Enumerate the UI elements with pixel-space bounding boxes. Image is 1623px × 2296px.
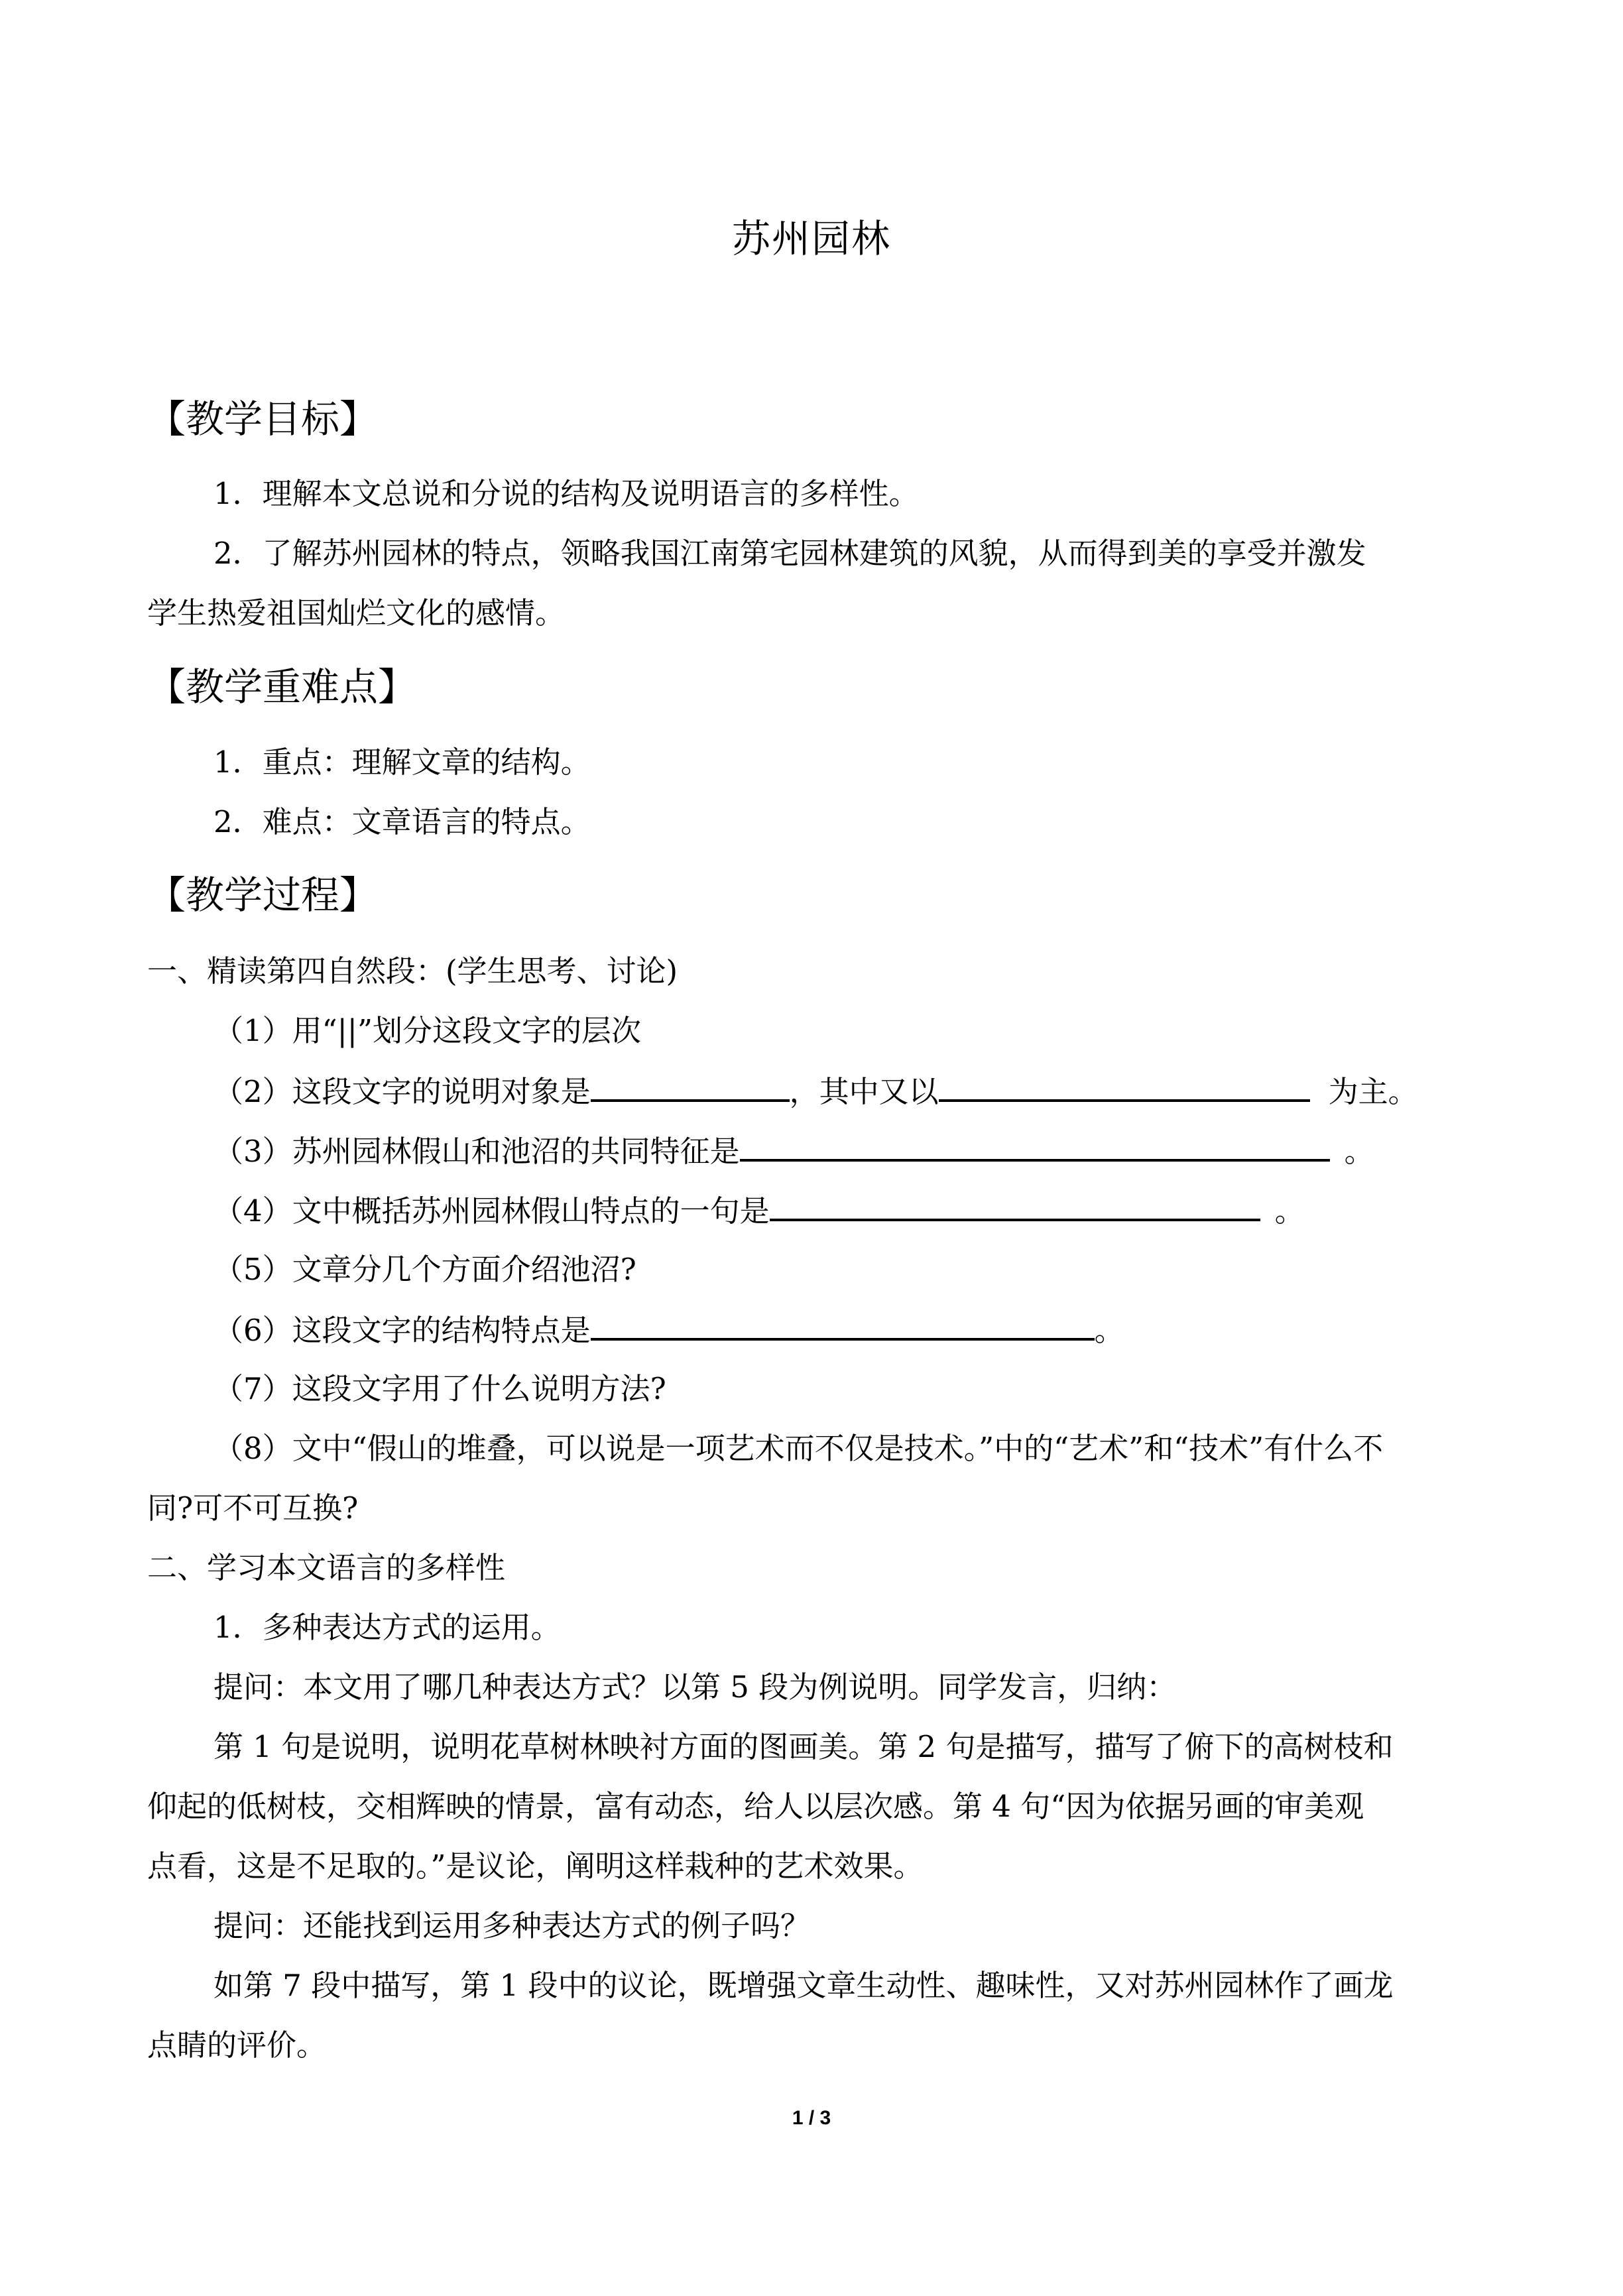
goal-item-2-line-2: 学生热爱祖国灿烂文化的感情。 bbox=[147, 595, 566, 631]
question-more-examples: 提问：还能找到运用多种表达方式的例子吗？ bbox=[213, 1908, 811, 1943]
question-6-text-b: 。 bbox=[1094, 1313, 1124, 1348]
section-heading-process: 【教学过程】 bbox=[147, 873, 379, 918]
question-6 bbox=[213, 1307, 1124, 1353]
question-3-text-a: （3）苏州园林假山和池沼的共同特征是 bbox=[213, 1134, 740, 1169]
section-heading-goals: 【教学目标】 bbox=[147, 396, 379, 442]
answer-blank-4[interactable] bbox=[770, 1188, 1260, 1221]
question-expression: 提问：本文用了哪几种表达方式？以第 5 段为例说明。同学发言，归纳： bbox=[213, 1669, 1177, 1705]
answer-examples-line-1: 如第 7 段中描写，第 1 段中的议论，既增强文章生动性、趣味性，又对苏州园林作了画龙 bbox=[213, 1968, 1394, 2003]
question-4-text-b: 。 bbox=[1274, 1193, 1305, 1229]
key-point-item-1: 1．重点：理解文章的结构。 bbox=[213, 745, 591, 780]
question-2-text-a: （2）这段文字的说明对象是 bbox=[213, 1074, 591, 1109]
key-point-item-2: 2．难点：文章语言的特点。 bbox=[213, 804, 591, 839]
question-3 bbox=[213, 1128, 1374, 1174]
page-number: 1 / 3 bbox=[792, 2107, 831, 2129]
part2-title: 二、学习本文语言的多样性 bbox=[147, 1550, 506, 1585]
section-heading-key-points: 【教学重难点】 bbox=[147, 664, 417, 709]
question-1: （1）用“||”划分这段文字的层次 bbox=[213, 1013, 641, 1048]
question-5: （5）文章分几个方面介绍池沼? bbox=[213, 1252, 636, 1287]
part2-subheading-1: 1．多种表达方式的运用。 bbox=[213, 1610, 561, 1645]
answer-examples-line-2: 点睛的评价。 bbox=[147, 2027, 327, 2063]
answer-blank-6[interactable] bbox=[591, 1307, 1095, 1341]
question-8-line-2: 同?可不可互换? bbox=[147, 1490, 359, 1526]
goal-item-1: 1．理解本文总说和分说的结构及说明语言的多样性。 bbox=[213, 476, 919, 511]
answer-expression-line-2: 仰起的低树枝，交相辉映的情景，富有动态，给人以层次感。第 4 句“因为依据另画的审美观 bbox=[147, 1789, 1364, 1824]
goal-item-2-line-1: 2．了解苏州园林的特点，领略我国江南第宅园林建筑的风貌，从而得到美的享受并激发 bbox=[213, 536, 1366, 571]
page-title: 苏州园林 bbox=[731, 216, 891, 261]
question-8-line-1: （8）文中“假山的堆叠，可以说是一项艺术而不仅是技术。”中的“艺术”和“技术”有什么不 bbox=[213, 1431, 1384, 1466]
question-6-text-a: （6）这段文字的结构特点是 bbox=[213, 1313, 591, 1348]
answer-blank-2a[interactable] bbox=[591, 1069, 790, 1102]
question-2 bbox=[213, 1069, 1418, 1114]
question-3-text-b: 。 bbox=[1344, 1134, 1374, 1169]
answer-expression-line-3: 点看，这是不足取的。”是议论，阐明这样栽种的艺术效果。 bbox=[147, 1848, 924, 1884]
question-4 bbox=[213, 1188, 1305, 1233]
question-4-text-a: （4）文中概括苏州园林假山特点的一句是 bbox=[213, 1193, 770, 1229]
answer-expression-line-1: 第 1 句是说明，说明花草树林映衬方面的图画美。第 2 句是描写，描写了俯下的高树枝和 bbox=[213, 1729, 1394, 1764]
answer-blank-2b[interactable] bbox=[939, 1069, 1310, 1102]
question-7: （7）这段文字用了什么说明方法? bbox=[213, 1371, 666, 1406]
part1-title: 一、精读第四自然段：(学生思考、讨论) bbox=[147, 953, 678, 989]
question-2-text-c: 为主。 bbox=[1328, 1074, 1418, 1109]
answer-blank-3[interactable] bbox=[740, 1128, 1330, 1162]
question-2-text-b: ，其中又以 bbox=[789, 1074, 939, 1109]
